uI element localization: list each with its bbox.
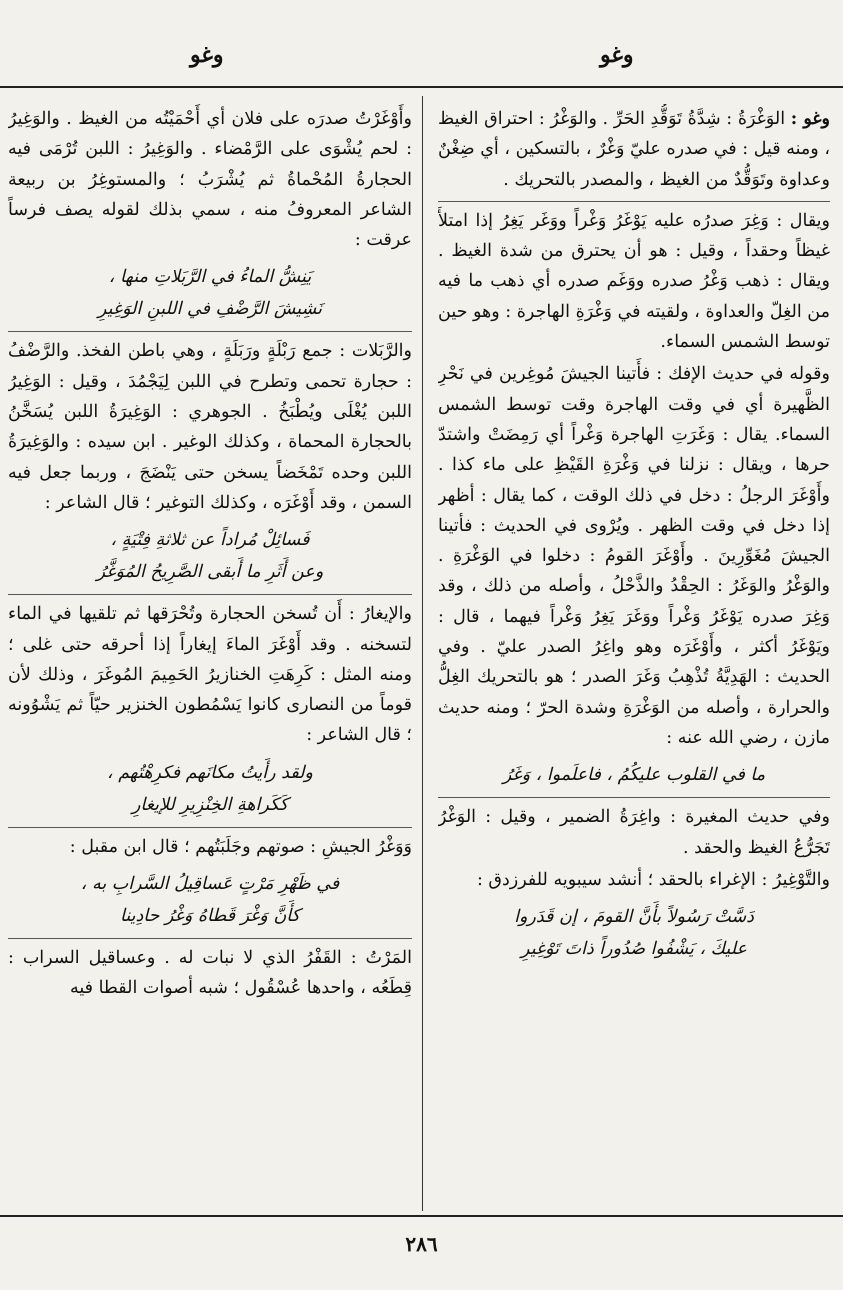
verse-line: في ظَهْرِ مَرْتٍ عَساقِيلُ السَّرابِ به ،: [80, 874, 340, 895]
paragraph: وفي حديث المغيرة : واغِرَةُ الضمير ، وقيل : الوَغْرُ تَجَرُّعُ الغيظ والحقد .: [438, 797, 830, 863]
verse-line: عليكَ ، يَشْفُوا صُدُوراً ذاتَ تَوْغِيرِ: [521, 939, 747, 960]
paragraph-text: الوَغْرَةُ : شِدَّةُ تَوَقُّدِ الحَرِّ . والوَغْرُ : احتراق الغيظ ، ومنه قيل : في صدره عليّ وَغْرٌ ، بالتسكين ، أي ضِغْنٌ وعداوة وتَوَقُّدٌ من الغيظ ، والمصدر بالتحريك .: [438, 109, 830, 190]
paragraph: المَرْتُ : القَفْرُ الذي لا نبات له . وعساقيل السراب : قِطَعُه ، واحدها عُسْقُول ؛ شبه أصوات القطا فيه: [8, 938, 412, 1004]
header-rule: [0, 86, 843, 88]
paragraph: والرَّبَلات : جمع رَبْلَةٍ ورَبَلَةٍ ، وهي باطن الفخذ. والرَّضْفُ : حجارة تحمى وتطرح في اللبن لِيَجْمُدَ ، وقيل : الوَغِيرُ اللبن يُغْلَى ويُطْبَخُ . الجوهري : الوَغِيرَةُ اللبن يُسَخَّنُ بالحجارة المحماة ، وكذلك الوغير . ابن سيده : والوَغِيرَةُ اللبن وحده تَمْخَضاً يسخن حتى يَنْضَجَ ، وربما جعل فيه السمن ، وقد أَوْغَرَه ، وكذلك التوغير ؛ قال الشاعر :: [8, 331, 412, 518]
paragraph: وقوله في حديث الإفك : فأَتينا الجيشَ مُوغِرين في نَحْرِ الظَّهيرة أي في وقت الهاجرة وقت توسط الشمس السماء. يقال : وَغَرَتِ الهاجرة وَغْراً أي رَمِضَتْ واشتدّ حرها ، ويقال : نزلنا في وَغْرَةِ القَيْظِ على ماء كذا . وأَوْغَرَ الرجلُ : دخل في ذلك الوقت ، كما يقال : أظهر إذا دخل في وقت الظهر . ويُرْوى في الحديث : فأتينا الجيشَ مُغَوِّرِينَ . وأَوْغَرَ القومُ : دخلوا في الوَغْرَةِ . والوَغْرُ والوَغَرُ : الحِقْدُ والذَّحْلُ ، وأصله من ذلك ، وقد وَغِرَ صدره يَوْغَرُ وَغْراً ووَغَرَ يَغِرُ وَغْراً فيهما ، قال : ويَوْغَرُ أكثر ، وأَوْغَرَه وهو واغِرُ الصدر عليّ . وفي الحديث : الهَدِيَّةُ تُذْهِبُ وَغَرَ الصدر ؛ هو بالتحريك الغِلُّ والحرارة ، وأصله من الوَغْرَةِ وشدة الحرّ ؛ ومنه حديث مازن ، رضي الله عنه :: [438, 364, 830, 748]
paragraph: وَوَغْرُ الجيشِ : صوتهم وجَلَبَتُهم ؛ قال ابن مقبل :: [8, 827, 412, 862]
verse: [8, 868, 412, 932]
verse-line: كأَنَّ وَغْرَ قَطاهُ وَغْرُ حادِينا: [120, 906, 300, 927]
verse-line: كَكَراهةِ الخِنْزِيرِ للإيغارِ: [131, 794, 289, 815]
running-header-right: وغو: [600, 42, 634, 68]
verse: [8, 261, 412, 325]
verse-line: دَسَّتْ رَسُولاً بأَنَّ القومَ ، إن قَدَروا: [514, 907, 754, 928]
paragraph: والإيغارُ : أَن تُسخن الحجارة وتُحْرَقها ثم تلقيها في الماء لتسخنه . وقد أَوْغَرَ الماءَ إيغاراً إذا أحرقه حتى غلى ؛ ومنه المثل : كَرِهَتِ الخنازيرُ الحَمِيمَ المُوغَرَ ، وذلك لأن قوماً من النصارى كانوا يَسْمُطون الخنزير حيّاً ثم يَشْوُونه ؛ قال الشاعر :: [8, 594, 412, 750]
left-column: [8, 104, 412, 1209]
column-divider: [422, 96, 423, 1211]
verse-line: فَسائِلْ مُراداً عن ثلاثةِ فِتْيَةٍ ،: [110, 530, 310, 551]
running-header-left: وغو: [190, 42, 224, 68]
verse: [8, 524, 412, 588]
right-column: [438, 104, 830, 1209]
verse-line: ما في القلوب عليكُمُ ، فاعلَموا ، وَغَرُ: [502, 765, 766, 786]
paragraph: والتَّوْغِيرُ : الإغراء بالحقد ؛ أنشد سيبويه للفرزدق :: [476, 869, 830, 890]
paragraph: [438, 104, 830, 195]
paragraph: وأَوْغَرْتُ صدرَه على فلان أي أَحْمَيْتُه من الغيظ . والوَغِيرُ : لحم يُشْوَى على الرَّمْضاء . والوَغِيرُ : اللبن تُرْمَى فيه الحجارةُ المُحْماةُ ثم يُشْرَبُ ؛ والمستوغِرُ بن ربيعة الشاعر المعروفُ منه ، سمي بذلك لقوله يصف فرساً عرقت :: [8, 109, 412, 251]
footer-rule: [0, 1215, 843, 1217]
verse: [8, 757, 412, 821]
verse-line: نَشِيشَ الرَّضْفِ في اللبنِ الوَغِيرِ: [97, 299, 322, 320]
entry-headword: وغو :: [790, 109, 830, 129]
paragraph: ويقال : وَغِرَ صدرُه عليه يَوْغَرُ وَغْراً ووَغَر يَغِرُ إذا امتلأَ غيظاً وحقداً ، وقيل : هو أن يحترق من شدة الغيظ . ويقال : ذهب وَغْرُ صدره ووَغَم صدره أي ذهب ما فيه من الغِلّ والعداوة ، ولقيته في وَغْرَةِ الهاجرة : وهو حين توسط الشمس السماء.: [438, 201, 830, 357]
verse-line: ولقد رأَيتُ مكانَهم فكرِهْتُهم ،: [107, 762, 313, 783]
verse: [438, 759, 830, 791]
verse: [438, 901, 830, 965]
page-number: ٢٨٦: [405, 1232, 438, 1256]
verse-line: يَنِشُّ الماءُ في الرَّبَلاتِ منها ،: [108, 267, 312, 288]
verse-line: وعن أَثَرِ ما أَبقى الصَّرِيحُ المُوَغَّرُ: [96, 562, 324, 583]
